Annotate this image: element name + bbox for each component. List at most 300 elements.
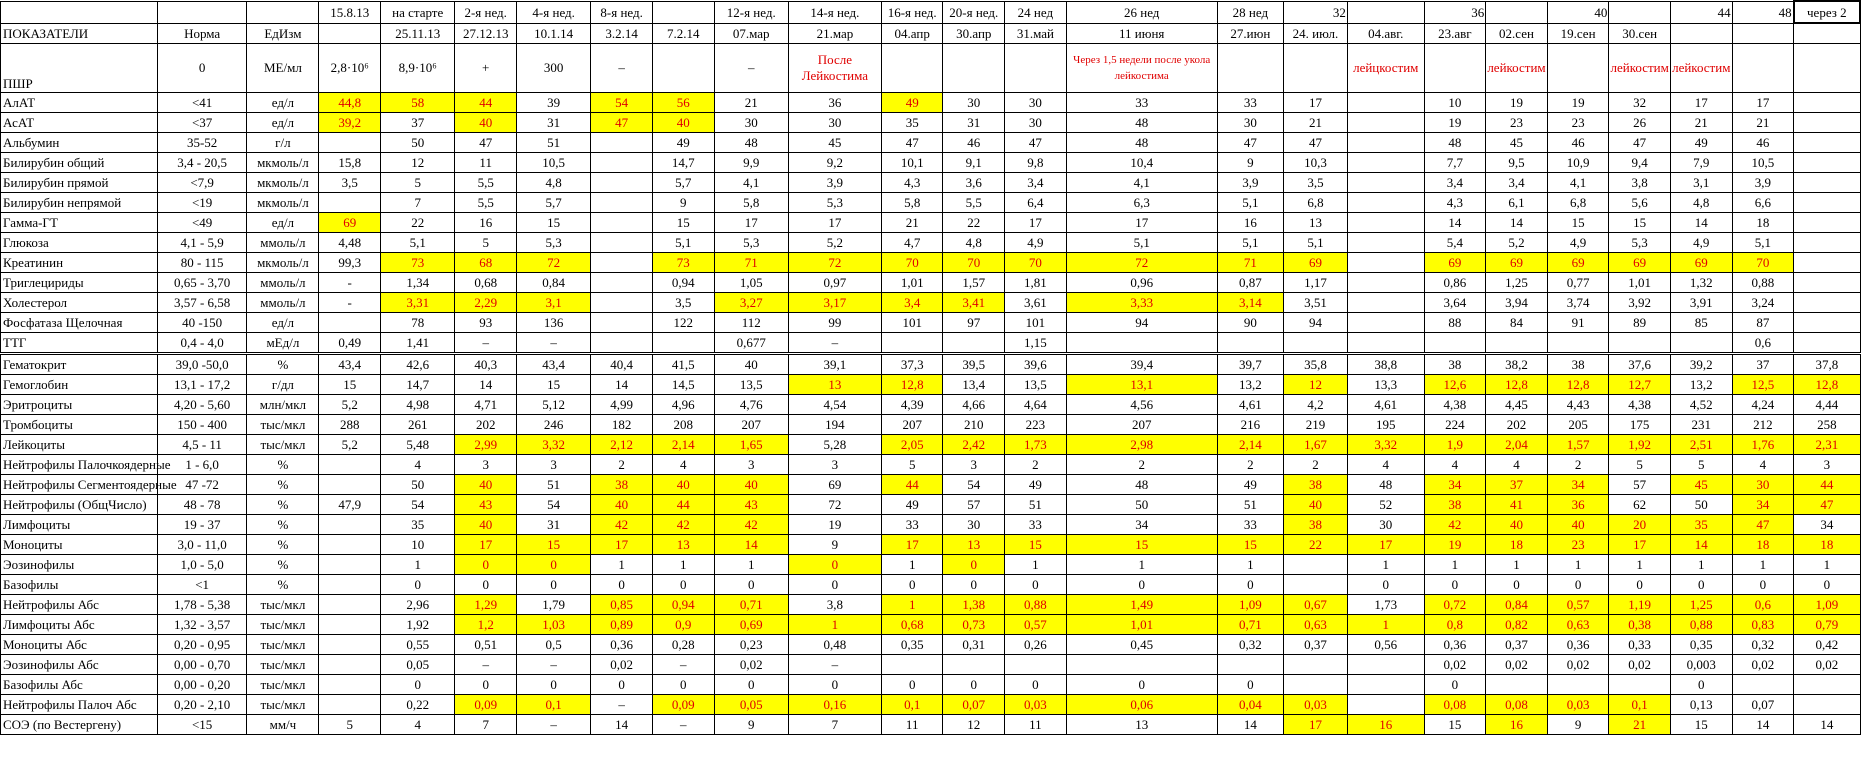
value-cell: 78 — [381, 313, 455, 333]
value-cell: 1,81 — [1005, 273, 1067, 293]
pshr-cell: После Лейкостима — [788, 44, 881, 93]
unit-cell: млн/мкл — [247, 395, 319, 415]
value-cell: 50 — [1066, 495, 1217, 515]
value-cell: 3,5 — [319, 173, 381, 193]
value-cell: 47 — [455, 133, 517, 153]
pshr-cell: 0 — [157, 44, 246, 93]
value-cell: 3,9 — [1732, 173, 1794, 193]
value-cell: 3,94 — [1486, 293, 1548, 313]
value-cell: 3 — [714, 455, 788, 475]
norm-cell: 47 -72 — [157, 475, 246, 495]
value-cell: 13,1 — [1066, 375, 1217, 395]
unit-cell: ммоль/л — [247, 293, 319, 313]
value-cell: 71 — [1217, 253, 1283, 273]
value-cell: 13 — [1066, 715, 1217, 735]
value-cell: 0,5 — [516, 635, 590, 655]
value-cell — [1486, 675, 1548, 695]
value-cell: – — [591, 695, 653, 715]
header-date-cell: 02.сен — [1486, 23, 1548, 44]
pshr-cell: 2,8·10⁶ — [319, 44, 381, 93]
value-cell: 0,22 — [381, 695, 455, 715]
value-cell: 136 — [516, 313, 590, 333]
value-cell: 5,1 — [1217, 233, 1283, 253]
value-cell: 4,98 — [381, 395, 455, 415]
row-label: Эозинофилы Абс — [1, 655, 158, 675]
value-cell: 0 — [455, 675, 517, 695]
value-cell: 202 — [455, 415, 517, 435]
value-cell: 94 — [1283, 313, 1347, 333]
value-cell — [319, 675, 381, 695]
value-cell: 0,94 — [652, 595, 714, 615]
value-cell: 2,98 — [1066, 435, 1217, 455]
value-cell: 19 — [1547, 93, 1609, 113]
value-cell: 11 — [455, 153, 517, 173]
value-cell: 0 — [1217, 575, 1283, 595]
value-cell: 21 — [1283, 113, 1347, 133]
row-label: Эозинофилы — [1, 555, 158, 575]
header-date-cell: 04.апр — [881, 23, 943, 44]
value-cell: 5 — [319, 715, 381, 735]
value-cell: 57 — [1609, 475, 1671, 495]
value-cell: 88 — [1424, 313, 1486, 333]
value-cell: 87 — [1732, 313, 1794, 333]
unit-cell: тыс/мкл — [247, 435, 319, 455]
value-cell: 10,5 — [1732, 153, 1794, 173]
table-row — [1, 575, 1861, 595]
value-cell: 3,24 — [1732, 293, 1794, 313]
header-date-cell: 25.11.13 — [381, 23, 455, 44]
table-row — [1, 475, 1861, 495]
value-cell: 5,3 — [1609, 233, 1671, 253]
value-cell — [319, 515, 381, 535]
value-cell: 30 — [788, 113, 881, 133]
value-cell: 5,48 — [381, 435, 455, 455]
header-week-cell: через 2 — [1794, 1, 1860, 23]
value-cell: 43 — [455, 495, 517, 515]
value-cell: 40 — [714, 475, 788, 495]
table-row — [1, 535, 1861, 555]
value-cell: 69 — [1547, 253, 1609, 273]
value-cell: 0 — [1670, 575, 1732, 595]
norm-cell: 0,20 - 2,10 — [157, 695, 246, 715]
value-cell: 14 — [591, 375, 653, 395]
pshr-cell: + — [455, 44, 517, 93]
value-cell: 0,63 — [1547, 615, 1609, 635]
value-cell: 0 — [591, 575, 653, 595]
table-row — [1, 375, 1861, 395]
value-cell: 1 — [1066, 555, 1217, 575]
value-cell: 4,64 — [1005, 395, 1067, 415]
value-cell: 0,72 — [1424, 595, 1486, 615]
value-cell: 3,8 — [788, 595, 881, 615]
value-cell: 0,38 — [1609, 615, 1671, 635]
value-cell: 7 — [788, 715, 881, 735]
value-cell: 0 — [1486, 575, 1548, 595]
value-cell: 3,8 — [1609, 173, 1671, 193]
value-cell: 23 — [1486, 113, 1548, 133]
value-cell: 0,02 — [1486, 655, 1548, 675]
value-cell: 5 — [455, 233, 517, 253]
value-cell: - — [319, 273, 381, 293]
value-cell: 0,63 — [1283, 615, 1347, 635]
value-cell: 182 — [591, 415, 653, 435]
value-cell: 12 — [943, 715, 1005, 735]
value-cell: 9,2 — [788, 153, 881, 173]
value-cell: 0,73 — [943, 615, 1005, 635]
value-cell: 0,85 — [591, 595, 653, 615]
indicators-header: ПОКАЗАТЕЛИ — [1, 23, 158, 44]
value-cell: – — [788, 655, 881, 675]
value-cell — [1794, 695, 1860, 715]
value-cell: 0,02 — [1547, 655, 1609, 675]
value-cell: 4,48 — [319, 233, 381, 253]
value-cell: 0,03 — [1283, 695, 1347, 715]
norm-cell: <19 — [157, 193, 246, 213]
value-cell: 54 — [943, 475, 1005, 495]
unit-cell: % — [247, 575, 319, 595]
norm-cell: 0,4 - 4,0 — [157, 333, 246, 354]
value-cell: 49 — [1217, 475, 1283, 495]
value-cell: 5,3 — [714, 233, 788, 253]
header-date-cell: 30.сен — [1609, 23, 1671, 44]
value-cell: 39,1 — [788, 354, 881, 375]
value-cell — [1794, 213, 1860, 233]
pshr-cell — [652, 44, 714, 93]
unit-cell: тыс/мкл — [247, 635, 319, 655]
value-cell: – — [455, 655, 517, 675]
value-cell: 47 — [881, 133, 943, 153]
value-cell: 3,4 — [881, 293, 943, 313]
norm-cell: 1 - 6,0 — [157, 455, 246, 475]
value-cell: 30 — [943, 515, 1005, 535]
value-cell: 7 — [381, 193, 455, 213]
header-date-cell: 7.2.14 — [652, 23, 714, 44]
value-cell: 14,5 — [652, 375, 714, 395]
value-cell: 19 — [1424, 113, 1486, 133]
value-cell: 17 — [1005, 213, 1067, 233]
value-cell: 17 — [1283, 93, 1347, 113]
value-cell: 1,01 — [1066, 615, 1217, 635]
value-cell: 14,7 — [652, 153, 714, 173]
unit-cell: тыс/мкл — [247, 655, 319, 675]
value-cell: 2 — [1283, 455, 1347, 475]
value-cell: 5,5 — [455, 173, 517, 193]
value-cell: 50 — [381, 133, 455, 153]
value-cell: 14 — [591, 715, 653, 735]
value-cell: 3,17 — [788, 293, 881, 313]
value-cell: 3,74 — [1547, 293, 1609, 313]
value-cell: 4,2 — [1283, 395, 1347, 415]
value-cell: 30 — [1217, 113, 1283, 133]
value-cell: 5,7 — [516, 193, 590, 213]
value-cell: 0,56 — [1347, 635, 1424, 655]
value-cell — [1217, 333, 1283, 354]
table-row — [1, 415, 1861, 435]
value-cell: 0,33 — [1609, 635, 1671, 655]
value-cell: 0 — [1424, 675, 1486, 695]
value-cell: 17 — [1670, 93, 1732, 113]
table-row — [1, 253, 1861, 273]
value-cell: 2,04 — [1486, 435, 1548, 455]
header-date-cell — [319, 23, 381, 44]
value-cell: 69 — [319, 213, 381, 233]
value-cell: 48 — [714, 133, 788, 153]
value-cell: 0,36 — [591, 635, 653, 655]
table-row — [1, 193, 1861, 213]
norm-cell: 1,32 - 3,57 — [157, 615, 246, 635]
header-week-cell — [157, 1, 246, 23]
header-row-weeks — [1, 1, 1861, 23]
value-cell: 35 — [881, 113, 943, 133]
value-cell: 21 — [1732, 113, 1794, 133]
value-cell: 3,4 — [1005, 173, 1067, 193]
value-cell: 6,6 — [1732, 193, 1794, 213]
header-week-cell: 4-я нед. — [516, 1, 590, 23]
value-cell: 0,67 — [1283, 595, 1347, 615]
value-cell: 1 — [1005, 555, 1067, 575]
norm-cell: 4,20 - 5,60 — [157, 395, 246, 415]
value-cell: 0,37 — [1283, 635, 1347, 655]
value-cell: 0 — [516, 555, 590, 575]
value-cell: 3 — [455, 455, 517, 475]
value-cell: 0,31 — [943, 635, 1005, 655]
value-cell: 0 — [1066, 675, 1217, 695]
value-cell: 39,5 — [943, 354, 1005, 375]
value-cell: 33 — [881, 515, 943, 535]
value-cell: 40,4 — [591, 354, 653, 375]
value-cell: 4,54 — [788, 395, 881, 415]
pshr-cell — [1424, 44, 1486, 93]
row-label: Лимфоциты Абс — [1, 615, 158, 635]
value-cell: 70 — [1005, 253, 1067, 273]
value-cell: 73 — [652, 253, 714, 273]
value-cell: 1,09 — [1217, 595, 1283, 615]
value-cell: 0 — [1005, 575, 1067, 595]
table-row — [1, 595, 1861, 615]
value-cell — [881, 333, 943, 354]
value-cell — [1794, 675, 1860, 695]
value-cell: 0,94 — [652, 273, 714, 293]
value-cell: 17 — [714, 213, 788, 233]
value-cell — [943, 655, 1005, 675]
value-cell: 14 — [1486, 213, 1548, 233]
value-cell: 51 — [516, 475, 590, 495]
table-row — [1, 435, 1861, 455]
norm-cell: <37 — [157, 113, 246, 133]
value-cell: 0,32 — [1217, 635, 1283, 655]
header-date-cell: 27.июн — [1217, 23, 1283, 44]
value-cell: 38 — [1424, 354, 1486, 375]
value-cell: 43,4 — [516, 354, 590, 375]
value-cell: 5,1 — [1217, 193, 1283, 213]
header-date-cell: 24. июл. — [1283, 23, 1347, 44]
value-cell: 4,43 — [1547, 395, 1609, 415]
row-label: Билирубин общий — [1, 153, 158, 173]
value-cell: 1,92 — [381, 615, 455, 635]
value-cell: 1,73 — [1347, 595, 1424, 615]
header-date-cell — [1732, 23, 1794, 44]
value-cell — [591, 213, 653, 233]
value-cell: 9,9 — [714, 153, 788, 173]
value-cell: 26 — [1609, 113, 1671, 133]
unit-cell: % — [247, 354, 319, 375]
value-cell: 3,32 — [516, 435, 590, 455]
value-cell: 0,6 — [1732, 595, 1794, 615]
value-cell: 207 — [1066, 415, 1217, 435]
value-cell: 223 — [1005, 415, 1067, 435]
value-cell: 5,8 — [881, 193, 943, 213]
value-cell — [1794, 233, 1860, 253]
value-cell: 10,5 — [516, 153, 590, 173]
value-cell: 0,82 — [1486, 615, 1548, 635]
value-cell: 15 — [1609, 213, 1671, 233]
value-cell: 16 — [1347, 715, 1424, 735]
value-cell: 1,49 — [1066, 595, 1217, 615]
value-cell: 33 — [1066, 93, 1217, 113]
value-cell: 5,3 — [516, 233, 590, 253]
header-week-cell: 36 — [1424, 1, 1486, 23]
value-cell: 0,96 — [1066, 273, 1217, 293]
value-cell: 68 — [455, 253, 517, 273]
value-cell: 1,65 — [714, 435, 788, 455]
value-cell: 0 — [652, 575, 714, 595]
value-cell: 0,02 — [1424, 655, 1486, 675]
value-cell: 0,02 — [591, 655, 653, 675]
norm-cell: 0,20 - 0,95 — [157, 635, 246, 655]
value-cell: 57 — [943, 495, 1005, 515]
header-week-cell: 48 — [1732, 1, 1794, 23]
value-cell: 5 — [1609, 455, 1671, 475]
value-cell: 32 — [1609, 93, 1671, 113]
value-cell: 49 — [652, 133, 714, 153]
row-label: Альбумин — [1, 133, 158, 153]
unit-cell: мкмоль/л — [247, 173, 319, 193]
value-cell — [1066, 655, 1217, 675]
value-cell: 1 — [1347, 615, 1424, 635]
value-cell: 5 — [1670, 455, 1732, 475]
value-cell: 38 — [1547, 354, 1609, 375]
value-cell: 47 — [1005, 133, 1067, 153]
value-cell: 195 — [1347, 415, 1424, 435]
value-cell: 224 — [1424, 415, 1486, 435]
value-cell: 23 — [1547, 535, 1609, 555]
value-cell — [881, 655, 943, 675]
value-cell: 0 — [1347, 575, 1424, 595]
value-cell — [591, 313, 653, 333]
norm-cell: 40 -150 — [157, 313, 246, 333]
value-cell: 5,5 — [455, 193, 517, 213]
value-cell: 30 — [1005, 93, 1067, 113]
value-cell: 4,39 — [881, 395, 943, 415]
value-cell: 12 — [381, 153, 455, 173]
value-cell: 7,7 — [1424, 153, 1486, 173]
value-cell: 50 — [1670, 495, 1732, 515]
row-label: ПШР — [1, 44, 158, 93]
row-label: Эритроциты — [1, 395, 158, 415]
value-cell: 6,8 — [1283, 193, 1347, 213]
value-cell: 0,28 — [652, 635, 714, 655]
pshr-cell — [1005, 44, 1067, 93]
value-cell: 3 — [1794, 455, 1860, 475]
value-cell — [1347, 253, 1424, 273]
norm-cell: 35-52 — [157, 133, 246, 153]
value-cell: 3,1 — [516, 293, 590, 313]
value-cell: 4,8 — [1670, 193, 1732, 213]
value-cell: 0 — [1794, 575, 1860, 595]
row-label: Нейтрофилы Абс — [1, 595, 158, 615]
value-cell: 0,36 — [1547, 635, 1609, 655]
value-cell — [1794, 173, 1860, 193]
value-cell: 1,05 — [714, 273, 788, 293]
value-cell — [319, 535, 381, 555]
value-cell — [1347, 93, 1424, 113]
value-cell: 47 — [1283, 133, 1347, 153]
value-cell: 0,71 — [714, 595, 788, 615]
value-cell: 3,32 — [1347, 435, 1424, 455]
header-week-cell — [1347, 1, 1424, 23]
value-cell: 21 — [1670, 113, 1732, 133]
value-cell: 101 — [1005, 313, 1067, 333]
value-cell — [319, 595, 381, 615]
table-row — [1, 333, 1861, 354]
row-label: Нейтрофилы Сегментоядерные — [1, 475, 158, 495]
table-row — [1, 695, 1861, 715]
value-cell: 48 — [1066, 113, 1217, 133]
value-cell — [1794, 333, 1860, 354]
value-cell: 5,1 — [1732, 233, 1794, 253]
value-cell: 4,45 — [1486, 395, 1548, 415]
value-cell: 5,1 — [652, 233, 714, 253]
header-week-cell — [1486, 1, 1548, 23]
value-cell: 12,8 — [1486, 375, 1548, 395]
value-cell: 40 — [1486, 515, 1548, 535]
value-cell: 36 — [1547, 495, 1609, 515]
value-cell: 15 — [1066, 535, 1217, 555]
value-cell: 5,3 — [788, 193, 881, 213]
value-cell: 4,24 — [1732, 395, 1794, 415]
value-cell — [1347, 133, 1424, 153]
header-date-cell: 31.май — [1005, 23, 1067, 44]
header-week-cell — [652, 1, 714, 23]
value-cell — [1005, 655, 1067, 675]
value-cell: 15 — [1424, 715, 1486, 735]
value-cell: 3,9 — [1217, 173, 1283, 193]
value-cell: 4,1 — [1066, 173, 1217, 193]
value-cell: 44,8 — [319, 93, 381, 113]
value-cell: 1,9 — [1424, 435, 1486, 455]
header-date-cell: 10.1.14 — [516, 23, 590, 44]
value-cell — [319, 475, 381, 495]
value-cell: 37,6 — [1609, 354, 1671, 375]
header-date-cell: 21.мар — [788, 23, 881, 44]
row-label: Билирубин непрямой — [1, 193, 158, 213]
value-cell: 246 — [516, 415, 590, 435]
value-cell: 35 — [381, 515, 455, 535]
value-cell — [1283, 575, 1347, 595]
table-row — [1, 715, 1861, 735]
value-cell: 37 — [1732, 354, 1794, 375]
value-cell: 3,91 — [1670, 293, 1732, 313]
value-cell — [1609, 675, 1671, 695]
value-cell: 1,01 — [1609, 273, 1671, 293]
value-cell: 0 — [455, 575, 517, 595]
value-cell: 0,68 — [455, 273, 517, 293]
value-cell: 4,7 — [881, 233, 943, 253]
value-cell: 54 — [516, 495, 590, 515]
value-cell — [1347, 695, 1424, 715]
pshr-cell — [1547, 44, 1609, 93]
value-cell: 1,57 — [943, 273, 1005, 293]
